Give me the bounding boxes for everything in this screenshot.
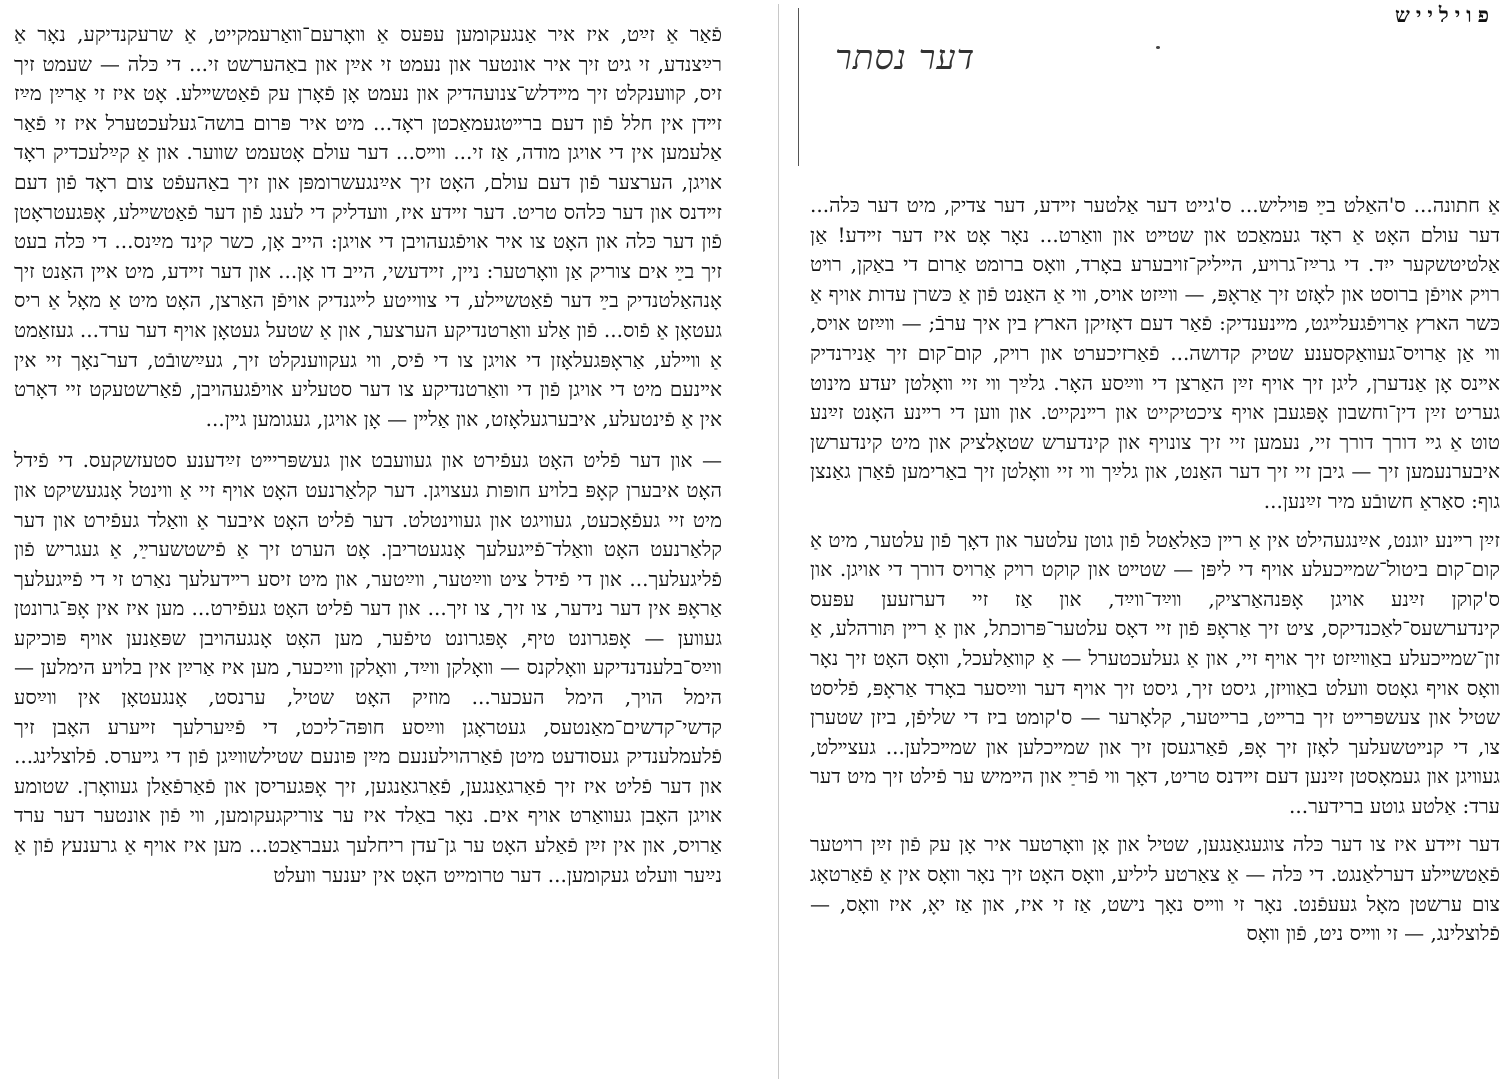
story-title: דער נסתר bbox=[835, 38, 976, 78]
ink-speck bbox=[1156, 46, 1160, 49]
right-paragraph-2: זײַן רײנע יוגנט, אײַנגעהילט אין אַ רײן כּאַלאַטל פֿון גוטן עלטער און דאָך פֿון עלטער, מיט אַ קום־קום ביטול־שמײכעלע אויף די ליפּן — שטײט און קוקט רױק אַרויס דורך די אויגן. און ס'קוקן זײַנע אויגן אָפּנהאַרציק, װײַד־װײַד, און אַז זיי דערזעען עפּעס קינדערשעס־לאַכנדיקס, ציט זיך אַראָפּ פֿון זיי דאָס עלטער־פּרוכתל, און אַ רײן תּורהלע, אַ זון־שמײכעלע באַװײַזט זיך אויף זיי, און אַ געלעכטערל — אַ קװאַלעכל, װאָס האָט זיך נאָר װאָס אויף גאָטס װעלט באַװיזן, גיסט זיך, גיסט זיך אויף דער װײַסער באָרד אַראָפּ, פֿליסט שטיל און צעשפּרײט זיך ברײט, ברײטער, קלאָרער — ס'קומט ביז די שליפֿן, ביזן שטערן צו, די קנײטשעלעך לאָזן זיך אָפּ, פֿאַרגעסן זיך און שמײכלען און שמײכלען... געצײלט, געװיגן און געמאָסטן זײַנען דעם זײדנס טריט, דאָך װי פֿרײַ און הײמיש ער פֿילט זיך מיט דער ערד: אַלטע גוטע ברידער... bbox=[810, 527, 1500, 818]
right-paragraph-1: אַ חתונה... ס'האַלט בײַ פּויליש... ס'גייט דער אַלטער זײדע, דער צדיק, מיט דער כּלה... דער עולם האָט אַ ראָד געמאַכט און שטײט און װאַרט... נאָר אָט איז דער זײדע! אַן אַלטיטשקער ייִד. די גרײַז־גרױע, הײליק־זױבערע באָרד, װאָס ברומט אַרום די באַקן, רױט רױק אויפֿן ברוסט און לאָזט זיך אַראָפּ, — װײַזט אויס, װי אַ האַנט פֿון אַ כּשרן עדות אויף אַ כּשר הארץ אַרױפֿגעלײגט, מײנענדיק: פֿאַר דעם דאָזיקן הארץ בין איך ערבֿ; — װײַזט אויס, װי אַן אַרויס־געװאַקסענע שטיק קדושה... פֿאַרזיכערט און רױק, קום־קום זיך אַנירנדיק אײנס אָן אַנדערן, ליגן זיך אויף זײַן האַרצן די װײַסע האָר. גלײַך װי זיי װאָלטן יעדע מינוט געריט זײַן דין־וחשבון אָפּגעבן אויף ציכטיקייט און רײנקייט. און װען די רײנע האָנט זײַנע טוט אַ גײ דורך דורך זיי, נעמען זיי זיך צונויף און קינדערש שטאָלציק און מיט קינדערשן איבערנעמען זיך — גיבן זיי זיך דער האַנט, און גלײַך װי זיי װאָלטן זיך באַרימען פֿאַרן גאַנצן גוף: סאַראַ חשובֿע מיר זײַנען... bbox=[810, 193, 1500, 513]
right-column-text bbox=[810, 191, 1500, 958]
right-paragraph-3: דער זײדע איז צו דער כּלה צוגעגאַנגען, שטיל און אָן װאָרטער איר אָן עק פֿון זײַן רױטער פֿאַטשײלע דערלאַנגט. די כּלה — אַ צאַרטע ליליע, װאָס האָט זיך נאָר װאָס אין אַ פֿאַרטאָג צום ערשטן מאָל געעפֿנט. נאָר זי װײס נאָך נישט, אַז זי איז, און אַז יאָ, איז װאָס, — פֿלוצלינג, — זי װײס ניט, פֿון װאָס bbox=[810, 832, 1500, 946]
right-page bbox=[780, 0, 1501, 1083]
left-paragraph-2: — און דער פֿליט האָט געפֿירט און געװעבט און געשפּריײט זײַדענע סטעזשקעס. די פֿידל האָט איבערן קאָפּ בלױע חופּות געצױגן. דער קלאַרנעט האָט אויף זיי אַ װינטל אָנגעשיקט און מיט זיי געפֿאָכעט, געװיגט און געװינטלט. דער פֿליט האָט איבער אַ װאַלד געפֿירט און דער קלאַרנעט האָט װאַלד־פֿײגעלעך אָנגעטריבן. אָט הערט זיך אַ פֿישטשערײַ, אַ געגריש פֿון פֿליגעלעך... און די פֿידל ציט װײַטער, װײַטער, און מיט זיסע רײדעלעך נאַרט זי די פֿײגעלעך אַראָפּ אין דער נידער, צו זיך, צו זיך... און דער פֿליט האָט געפֿירט... מען איז אין אָפּ־גרונטן געװען — אָפּגרונט טיף, אָפּגרונט טיפֿער, מען האָט אָנגעהויבן שפּאַנען אויף פּוכיקע װײַס־בלענדנדיקע װאָלקנס — װאָלקן װײַד, װאָלקן װײַכער, מען איז אַרײַן אין בלױע הימלען — הימל הויך, הימל העכער... מוזיק האָט שטיל, ערנסט, אָנגעטאָן אין װײַסע קדשי־קדשים־מאַנטעס, געטראָגן װײַסע חופּה־ליכט, די פֿײַערלעך זײערע האָבן זיך פֿלעמלענדיק געסודעט מיטן פֿאַרהוילענעם מײַן פּונעם שטילשװײַגן פֿון די גײערס. פֿלוצלינג... און דער פֿליט איז זיך פֿאַרגאַנגען, פֿאַרגאַנגען, זיך אָפּגעריסן און פֿאַרפֿאַלן געװאָרן. שטומע אויגן האָבן געװאַרט אויף אים. נאָר באַלד איז ער צוריקגעקומען, װי פֿון אונטער דער ערד אַרויס, און אין זײַן פֿאַלע האָט ער גן־עדן ריחלעך געבראַכט... מען איז אויף אַ גרענעץ פֿון אַ נײַער װעלט געקומען... דער טרומײט האָט אין יענער װעלט bbox=[14, 448, 722, 887]
running-header: פוילייש bbox=[1394, 2, 1495, 27]
page-gutter-divider bbox=[778, 4, 779, 1079]
title-box bbox=[798, 8, 1174, 166]
left-paragraph-1: פֿאַר אַ זײַט, איז איר אַנגעקומען עפּעס אַ װאָרעם־װאַרעמקייט, אַ שרעקנדיקע, נאָר אַ רײַצנדע, זי גיט זיך איר אונטער און נעמט זי אײַן און באַהערשט זי... די כּלה — שעמט זיך זיס, קװענקלט זיך מײדלש־צנועהדיק און נעמט אָן פֿאָרן עק פֿאַטשײלע. אָט איז זי אַרײַן מײַז זײדן אין חלל פֿון דעם ברײטגעמאַכטן ראָד... מיט איר פּרום בושה־געלעכטערל איז זי פֿאַר אַלעמען אין די אויגן מודה, אַז זי... װײס... דער עולם אָטעמט שװער. און אַ קײַלעכדיק ראָד אויגן, הערצער פֿון דעם עולם, האָט זיך אײַנגעשרומפּן און זיך באַהעפֿט צום ראָד פֿון דעם זײדנס און דער כּלהס טריט. דער זײדע איז, װעדליק די לענג פֿון דער פֿאַטשײלע, אָפּגעטראָטן פֿון דער כּלה און האָט צו איר אויפֿגעהויבן די אויגן: הייב אָן, כשר קינד מײַנס... די כּלה בעט זיך בײַ אים צוריק אַן װאָרטער: ניין, זײדעשי, הייב דו אָן... און דער זײדע, מיט אײן האַנט זיך אָנהאַלטנדיק בײַ דער פֿאַטשײלע, די צװייטע לײגנדיק אויפֿן האַרצן, האָט מיט אַ מאָל אַ ריס געטאָן אַ פֿוס... פֿון אַלע װאַרטנדיקע הערצער, און אַ שטעל געטאָן אויף דער ערד... געזאַמט אַ װײלע, אַראָפּגעלאָזן די אויגן צו די פֿיס, װי געקװענקלט זיך, געײַשובֿט, דער־נאָך זיי אין אײנעם מיט די אויגן פֿון די װאַרטנדיקע צו דער סטעליע אויפֿגעהויבן, פֿאַרשטעקט זיי דאָרט אין אַ פֿינטעלע, איבערגעלאָזט, און אַלײן — אָן אויגן, געגומען גײן... bbox=[14, 22, 722, 431]
left-column-text bbox=[14, 20, 722, 890]
